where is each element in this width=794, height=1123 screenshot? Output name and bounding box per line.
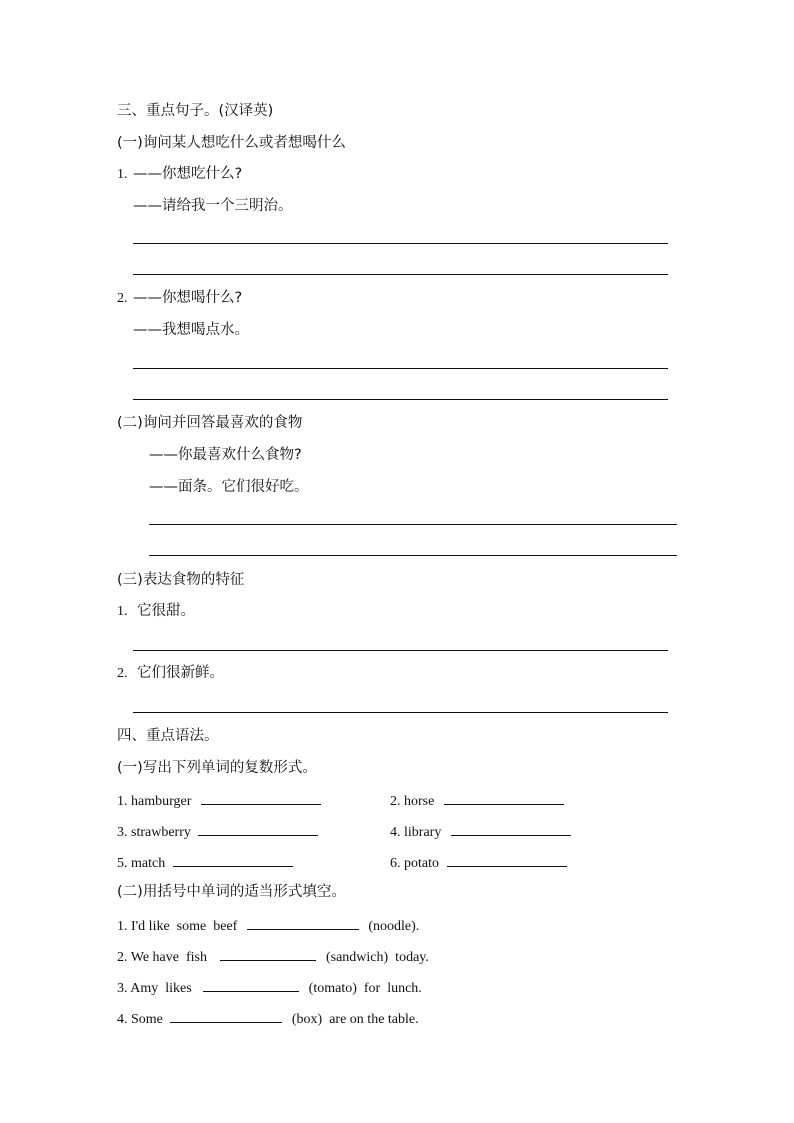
item-hint: (box) are on the table. [291,1012,419,1027]
question-number: 1. [117,167,128,182]
item-word: 6. potato [390,856,439,871]
answer-blank[interactable] [451,823,571,836]
plural-item [117,854,293,871]
item-word: 2. horse [390,794,435,809]
section-3-title: 三、重点句子。(汉译英) [117,103,274,119]
answer-line[interactable] [133,243,668,244]
item-word: 4. library [390,825,442,840]
answer-line[interactable] [133,712,668,713]
answer-blank[interactable] [198,823,318,836]
answer-blank[interactable] [247,917,359,930]
answer-line[interactable] [149,555,677,556]
item-hint: (sandwich) today. [325,950,429,965]
prompt-line: ——你最喜欢什么食物? [149,447,302,463]
answer-blank[interactable] [447,854,567,867]
answer-blank[interactable] [220,948,316,961]
section-3-part-3-heading: (三)表达食物的特征 [117,572,245,588]
plural-item [390,792,564,809]
answer-line[interactable] [133,368,668,369]
fill-in-item [117,948,429,965]
section-4-part-2-heading: (二)用括号中单词的适当形式填空。 [117,884,346,900]
section-4-title: 四、重点语法。 [117,728,219,744]
item-word: 5. match [117,856,166,871]
plural-item [117,792,321,809]
answer-blank[interactable] [201,792,321,805]
item-text: 3. Amy likes [117,981,192,996]
prompt-line: ——我想喝点水。 [133,322,249,338]
prompt-line: ——你想喝什么? [133,290,243,306]
question-number: 1. [117,604,128,619]
answer-line[interactable] [133,399,668,400]
prompt-line: 它们很新鲜。 [137,665,224,681]
answer-blank[interactable] [173,854,293,867]
prompt-line: ——请给我一个三明治。 [133,198,293,214]
answer-blank[interactable] [444,792,564,805]
question-number: 2. [117,291,128,306]
answer-line[interactable] [149,524,677,525]
answer-line[interactable] [133,274,668,275]
prompt-line: ——面条。它们很好吃。 [149,479,309,495]
item-text: 1. I'd like some beef [117,919,238,934]
section-4-part-1-heading: (一)写出下列单词的复数形式。 [117,760,317,776]
plural-item [390,823,571,840]
section-3-part-1-heading: (一)询问某人想吃什么或者想喝什么 [117,135,346,151]
prompt-line: ——你想吃什么? [133,166,243,182]
plural-item [117,823,318,840]
item-word: 3. strawberry [117,825,191,840]
item-word: 1. hamburger [117,794,192,809]
answer-line[interactable] [133,650,668,651]
question-number: 2. [117,666,128,681]
section-3-part-2-heading: (二)询问并回答最喜欢的食物 [117,415,303,431]
item-text: 2. We have fish [117,950,207,965]
item-hint: (noodle). [368,919,420,934]
answer-blank[interactable] [170,1010,282,1023]
fill-in-item [117,917,419,934]
fill-in-item [117,1010,419,1027]
fill-in-item [117,979,422,996]
plural-item [390,854,567,871]
item-hint: (tomato) for lunch. [308,981,422,996]
answer-blank[interactable] [203,979,299,992]
prompt-line: 它很甜。 [137,603,195,619]
item-text: 4. Some [117,1012,163,1027]
